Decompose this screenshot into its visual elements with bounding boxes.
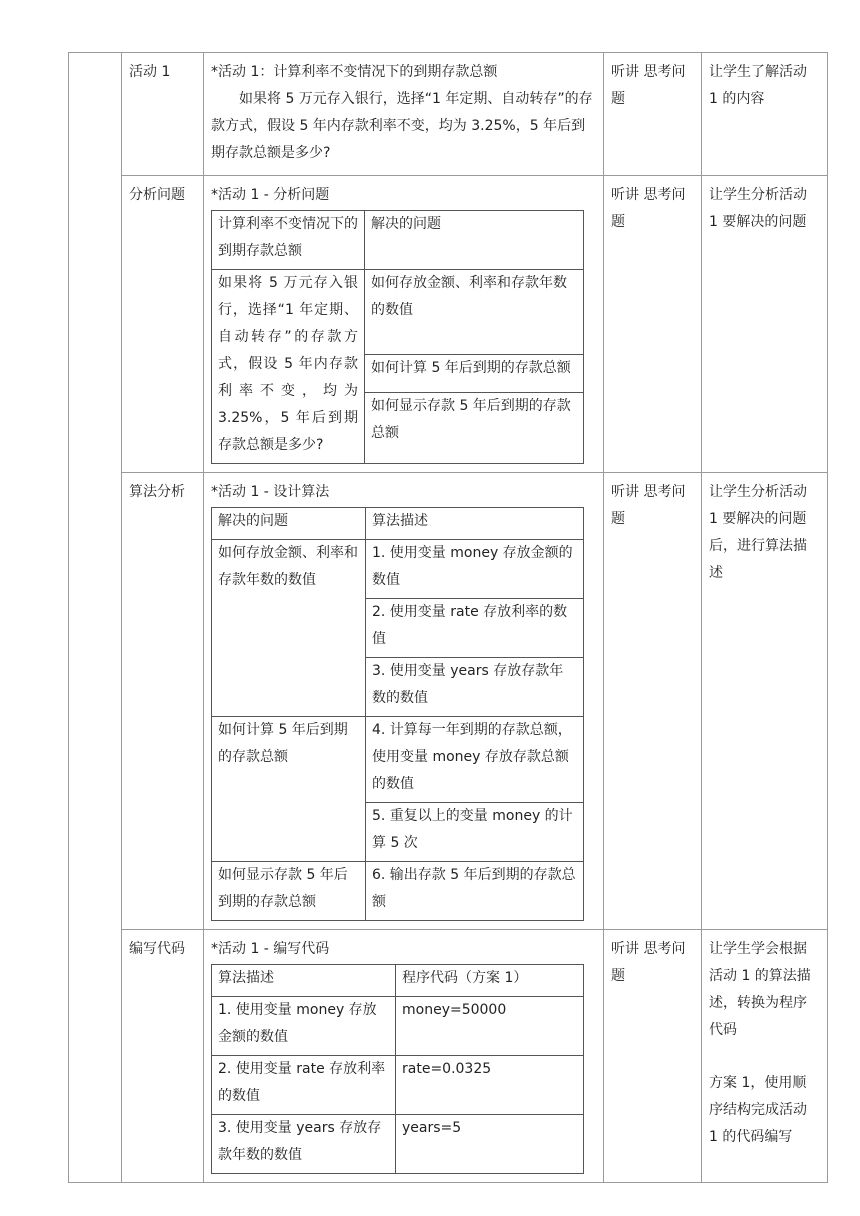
table-cell: 2. 使用变量 rate 存放利率的数值 — [212, 1056, 396, 1115]
table-cell: 如何存放金额、利率和存款年数的数值 — [365, 270, 584, 355]
row-label: 活动 1 — [122, 53, 204, 176]
table-header-cell: 算法描述 — [212, 965, 396, 997]
student-activity: 听讲 思考问题 — [604, 473, 702, 930]
lesson-plan-table — [68, 52, 828, 1183]
code-cell: years=5 — [396, 1115, 584, 1174]
student-activity: 听讲 思考问题 — [604, 930, 702, 1183]
table-header-cell: 解决的问题 — [365, 211, 584, 270]
content-cell — [204, 473, 604, 930]
table-cell: 1. 使用变量 money 存放金额的数值 — [212, 997, 396, 1056]
table-cell: 5. 重复以上的变量 money 的计算 5 次 — [366, 803, 584, 862]
code-table — [211, 964, 584, 1174]
student-activity: 听讲 思考问题 — [604, 53, 702, 176]
table-header-cell: 算法描述 — [366, 508, 584, 540]
table-cell: 3. 使用变量 years 存放存款年数的数值 — [212, 1115, 396, 1174]
table-header-cell: 解决的问题 — [212, 508, 366, 540]
blank-column-cell — [69, 53, 122, 1183]
code-cell: rate=0.0325 — [396, 1056, 584, 1115]
table-cell: 如何存放金额、利率和存款年数的数值 — [212, 540, 366, 717]
content-title: *活动 1 - 编写代码 — [211, 941, 330, 957]
row-label: 编写代码 — [122, 930, 204, 1183]
row-write-code — [69, 930, 828, 1183]
content-title: *活动 1 - 设计算法 — [211, 484, 330, 500]
table-header-cell: 计算利率不变情况下的到期存款总额 — [212, 211, 365, 270]
table-cell: 如何计算 5 年后到期的存款总额 — [212, 717, 366, 862]
row-algorithm-analysis — [69, 473, 828, 930]
design-purpose: 让学生分析活动 1 要解决的问题 — [702, 176, 828, 473]
table-cell: 如果将 5 万元存入银行，选择“1 年定期、自动转存”的存款方式，假设 5 年内存款利率不变，均为 3.25%，5 年后到期存款总额是多少? — [212, 270, 365, 464]
table-cell: 3. 使用变量 years 存放存款年数的数值 — [366, 658, 584, 717]
table-cell: 如何计算 5 年后到期的存款总额 — [365, 354, 584, 393]
content-cell — [204, 176, 604, 473]
content-cell — [204, 53, 604, 176]
content-title: *活动 1 - 分析问题 — [211, 187, 330, 203]
row-label: 算法分析 — [122, 473, 204, 930]
table-cell: 2. 使用变量 rate 存放利率的数值 — [366, 599, 584, 658]
design-purpose: 让学生学会根据活动 1 的算法描述，转换为程序代码 — [709, 941, 811, 1038]
table-cell: 6. 输出存款 5 年后到期的存款总额 — [366, 862, 584, 921]
design-purpose: 让学生了解活动 1 的内容 — [702, 53, 828, 176]
analysis-table — [211, 210, 584, 464]
row-label: 分析问题 — [122, 176, 204, 473]
design-purpose-note: 方案 1，使用顺序结构完成活动 1 的代码编写 — [709, 1075, 807, 1145]
code-cell: money=50000 — [396, 997, 584, 1056]
content-title: *活动 1：计算利率不变情况下的到期存款总额 — [211, 64, 498, 80]
content-cell — [204, 930, 604, 1183]
table-cell: 如何显示存款 5 年后到期的存款总额 — [212, 862, 366, 921]
table-cell: 4. 计算每一年到期的存款总额，使用变量 money 存放存款总额的数值 — [366, 717, 584, 803]
spacer — [709, 1044, 820, 1070]
student-activity: 听讲 思考问题 — [604, 176, 702, 473]
table-cell: 1. 使用变量 money 存放金额的数值 — [366, 540, 584, 599]
table-header-cell: 程序代码（方案 1） — [396, 965, 584, 997]
row-analyze-problem — [69, 176, 828, 473]
design-purpose-cell — [702, 930, 828, 1183]
design-purpose: 让学生分析活动 1 要解决的问题后，进行算法描述 — [702, 473, 828, 930]
algorithm-table — [211, 507, 584, 921]
table-cell: 如何显示存款 5 年后到期的存款总额 — [365, 393, 584, 464]
content-body: 如果将 5 万元存入银行，选择“1 年定期、自动转存”的存款方式，假设 5 年内存款利率不变，均为 3.25%，5 年后到期存款总额是多少? — [211, 91, 593, 161]
row-activity-1 — [69, 53, 828, 176]
